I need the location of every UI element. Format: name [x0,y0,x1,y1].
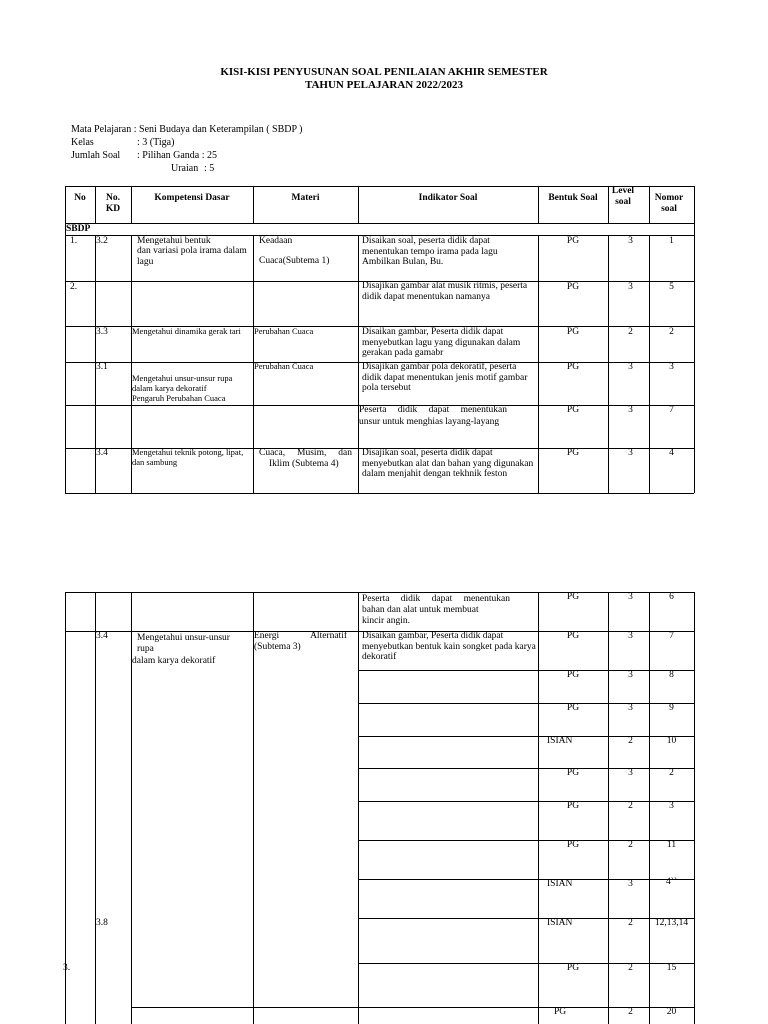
row-nomor: 4 [669,448,674,458]
row-materi-b: Cuaca(Subtema 1) [259,256,330,266]
jumlah-soal-label: Jumlah Soal [71,150,121,161]
row-kd: 3.1 [96,362,108,372]
row-indikator-c: kincir angin. [362,616,411,626]
row-bentuk: PG [566,703,580,713]
row-materi-a: Cuaca, Musim, dan [259,448,352,458]
row-materi-a: Keadaan [259,236,293,246]
row-nomor: 20 [666,1007,677,1017]
row-indikator-a: Peserta didik dapat menentukan [362,594,510,604]
row-level: 3 [628,703,633,713]
row-indikator: Disaikan gambar, Peserta didik dapat menyebutkan bentuk kain songket pada karya dekoratif [362,631,536,662]
kelas-value: : 3 (Tiga) [137,137,175,148]
row-nomor: 7 [669,631,674,641]
header-no: No [74,193,86,203]
row-bentuk: ISIAN [547,879,573,889]
row-level: 2 [628,963,633,973]
row-indikator: Disaikan gambar, Peserta didik dapat menyebutkan lagu yang digunakan dalam gerakan pada gamabr [362,327,521,358]
header-no-kd-1: No. [106,193,120,203]
row-nomor: 8 [669,670,674,680]
row-indikator-b: unsur untuk menghias layang-layang [359,417,500,427]
header-nomor-2: soal [661,204,677,214]
row-nomor: 5 [669,282,674,292]
row-kompetensi-b: dan variasi pola irama dalam lagu [137,246,247,267]
row-kompetensi-c: Pengaruh Perubahan Cuaca [132,393,226,403]
row-materi: Perubahan Cuaca [254,361,314,371]
row-bentuk: PG [566,405,580,415]
row-nomor: 3 [669,362,674,372]
header-level-1: Level [611,186,635,196]
row-bentuk: PG [566,631,580,641]
row-kd: 3.3 [96,327,108,337]
row-kompetensi-a: Mengetahui unsur-unsur [137,633,230,643]
row-level: 3 [628,448,633,458]
row-indikator: Disajikan soal, peserta didik dapat menyebutkan alat dan bahan yang digunakan dalam menjahit dengan tekhnik feston [362,448,534,479]
row-indikator: Disaikan soal, peserta didik dapat menentukan tempo irama pada lagu Ambilkan Bulan, Bu. [362,236,498,267]
row-kompetensi-b: rupa [137,644,154,654]
row-level: 3 [628,670,633,680]
row-materi-b: (Subtema 3) [254,642,301,652]
row-bentuk: PG [566,670,580,680]
uraian-label: Uraian [171,163,199,174]
row-level: 2 [628,801,633,811]
header-bentuk-soal: Bentuk Soal [548,193,598,203]
jumlah-pg: : Pilihan Ganda : 25 [137,150,217,161]
uraian-value: : 5 [204,163,215,174]
row-nomor: 1 [669,236,674,246]
row-level: 3 [628,768,633,778]
row-bentuk: PG [566,236,580,246]
row-materi-b: Iklim (Subtema 4) [269,459,339,469]
row-bentuk: PG [554,1007,567,1017]
row-bentuk: PG [566,963,580,973]
header-materi: Materi [291,193,320,203]
row-level: 3 [628,362,633,372]
row-nomor: 9 [669,703,674,713]
row-kompetensi-a: Mengetahui unsur-unsur rupa [132,373,233,383]
row-level: 2 [628,918,633,928]
row-nomor: 11 [666,840,677,850]
row-kompetensi-b: dalam karya dekoratif [132,383,207,393]
row-level: 2 [628,840,633,850]
document-subtitle: TAHUN PELAJARAN 2022/2023 [304,79,464,91]
row-level: 3 [628,631,633,641]
row-nomor: 4`` [665,877,678,887]
section-label: SBDP [66,224,91,234]
row-no: 1. [70,236,78,246]
header-no-kd-2: KD [105,204,121,214]
row-nomor: 2 [669,327,674,337]
row-level: 3 [628,282,633,292]
row-bentuk: PG [566,282,580,292]
row-bentuk: PG [566,768,580,778]
row-indikator-a: Peserta didik dapat menentukan [359,405,507,415]
row-bentuk: PG [566,448,580,458]
kelas-label: Kelas [71,137,94,148]
header-level-2: soal [615,197,631,207]
row-kd: 3.2 [96,236,108,246]
row-level: 2 [628,736,633,746]
row-nomor: 12,13,14 [654,918,689,928]
row-nomor: 7 [669,405,674,415]
row-level: 3 [628,879,633,889]
header-kompetensi-dasar: Kompetensi Dasar [154,193,230,203]
row-nomor: 10 [666,736,677,746]
row-materi: Perubahan Cuaca [254,326,314,336]
row-bentuk: ISIAN [547,736,573,746]
document-title: KISI-KISI PENYUSUNAN SOAL PENILAIAN AKHIR SEMESTER [220,66,548,78]
row-level: 3 [628,236,633,246]
row-indikator-b: bahan dan alat untuk membuat [362,605,479,615]
row-bentuk: PG [566,840,580,850]
row-kompetensi: Mengetahui teknik potong, lipat, dan sambung [132,447,244,467]
header-nomor-1: Nomor [654,193,684,203]
row-no: 2. [70,282,78,292]
row-level: 3 [628,592,633,602]
row-indikator: Disajikan gambar alat musik ritmis, peserta didik dapat menentukan namanya [362,281,528,302]
row-nomor: 2 [669,768,674,778]
row-kompetensi: Mengetahui dinamika gerak tari [132,326,241,336]
row-nomor: 3 [669,801,674,811]
row-bentuk: PG [566,327,580,337]
row-nomor: 6 [669,592,674,602]
row-level: 3 [628,405,633,415]
header-indikator-soal: Indikator Soal [418,193,478,203]
row-level: 2 [628,327,633,337]
mata-pelajaran: Mata Pelajaran : Seni Budaya dan Keterampilan ( SBDP ) [71,124,303,135]
row-bentuk: ISIAN [547,918,573,928]
row-kd: 3.4 [96,631,108,641]
row-no: 3. [63,963,71,973]
row-kompetensi-c: dalam karya dekoratif [132,656,216,666]
row-bentuk: PG [566,362,580,372]
row-bentuk: PG [566,592,580,602]
row-materi-a: Energi Alternatif [254,631,347,641]
row-nomor: 15 [666,963,677,973]
row-kd: 3.4 [96,448,108,458]
row-kompetensi-a: Mengetahui bentuk [137,236,211,246]
row-indikator: Disajikan gambar pola dekoratif, peserta didik dapat menentukan jenis motif gambar pola tersebut [362,362,528,393]
row-bentuk: PG [566,801,580,811]
row-level: 2 [628,1007,633,1017]
row-kd: 3.8 [96,918,108,928]
